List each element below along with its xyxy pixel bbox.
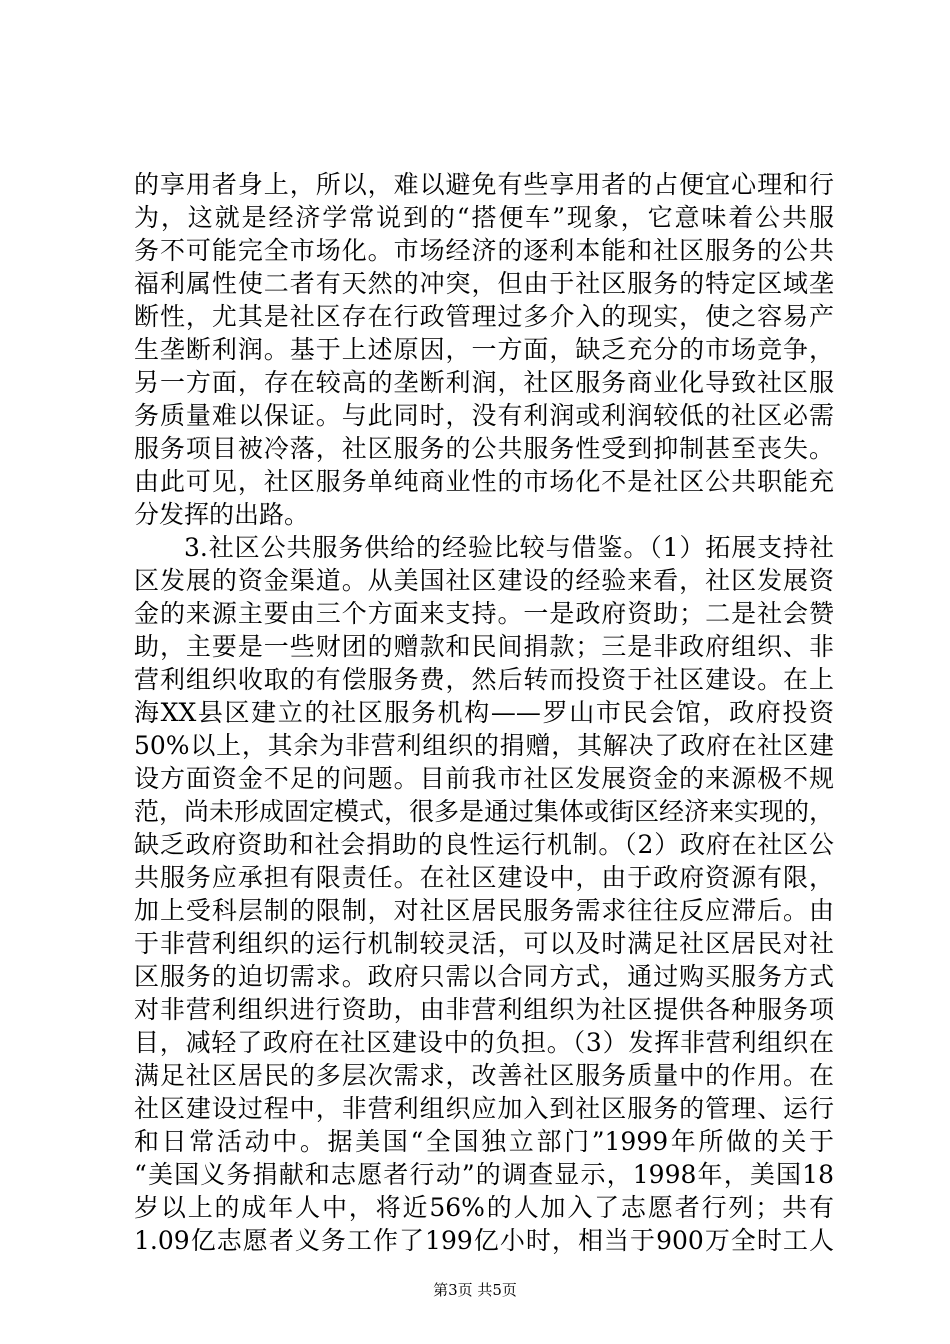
text-line: 生垄断利润。基于上述原因，一方面，缺乏充分的市场竞争，: [134, 335, 834, 364]
text-line: 服务项目被冷落，社区服务的公共服务性受到抑制甚至丧失。: [134, 434, 834, 463]
text-line: 为，这就是经济学常说到的“搭便车”现象，它意味着公共服: [134, 203, 834, 232]
text-line: 营利组织收取的有偿服务费，然后转而投资于社区建设。在上: [134, 665, 834, 694]
text-line: 由此可见，社区服务单纯商业性的市场化不是社区公共职能充: [134, 467, 834, 496]
body-text: [134, 168, 834, 1257]
text-line: 加上受科层制的限制，对社区居民服务需求往往反应滞后。由: [134, 896, 834, 925]
text-line: 海XX县区建立的社区服务机构——罗山市民会馆，政府投资: [134, 698, 834, 727]
text-line: 金的来源主要由三个方面来支持。一是政府资助；二是社会赞: [134, 599, 834, 628]
text-line: 社区建设过程中，非营利组织应加入到社区服务的管理、运行: [134, 1094, 834, 1123]
text-line: 设方面资金不足的问题。目前我市社区发展资金的来源极不规: [134, 764, 834, 793]
text-line: 的享用者身上，所以，难以避免有些享用者的占便宜心理和行: [134, 170, 834, 199]
text-line: 区服务的迫切需求。政府只需以合同方式，通过购买服务方式: [134, 962, 834, 991]
text-line: 范，尚未形成固定模式，很多是通过集体或街区经济来实现的，: [134, 797, 834, 826]
text-line: 共服务应承担有限责任。在社区建设中，由于政府资源有限，: [134, 863, 834, 892]
text-line: 岁以上的成年人中，将近56%的人加入了志愿者行列；共有: [134, 1193, 834, 1222]
text-line: 务不可能完全市场化。市场经济的逐利本能和社区服务的公共: [134, 236, 834, 265]
text-line: 满足社区居民的多层次需求，改善社区服务质量中的作用。在: [134, 1061, 834, 1090]
text-line: 另一方面，存在较高的垄断利润，社区服务商业化导致社区服: [134, 368, 834, 397]
text-line: 对非营利组织进行资助，由非营利组织为社区提供各种服务项: [134, 995, 834, 1024]
text-line: 目，减轻了政府在社区建设中的负担。（3）发挥非营利组织在: [134, 1028, 834, 1057]
text-line: 于非营利组织的运行机制较灵活，可以及时满足社区居民对社: [134, 929, 834, 958]
text-line: 1.09亿志愿者义务工作了199亿小时，相当于900万全时工人: [134, 1226, 834, 1255]
text-line: 务质量难以保证。与此同时，没有利润或利润较低的社区必需: [134, 401, 834, 430]
text-line: 分发挥的出路。: [134, 500, 310, 529]
paragraph-start-line: 3.社区公共服务供给的经验比较与借鉴。（1）拓展支持社: [184, 533, 834, 562]
text-line: 和日常活动中。据美国“全国独立部门”1999年所做的关于: [134, 1127, 834, 1156]
text-line: 区发展的资金渠道。从美国社区建设的经验来看，社区发展资: [134, 566, 834, 595]
text-line: “美国义务捐献和志愿者行动”的调查显示，1998年，美国18: [134, 1160, 834, 1189]
text-line: 断性，尤其是社区存在行政管理过多介入的现实，使之容易产: [134, 302, 834, 331]
page-number-footer: 第3页 共5页: [433, 1281, 517, 1299]
text-line: 50%以上，其余为非营利组织的捐赠，其解决了政府在社区建: [134, 731, 834, 760]
text-line: 助，主要是一些财团的赠款和民间捐款；三是非政府组织、非: [134, 632, 834, 661]
text-line: 福利属性使二者有天然的冲突，但由于社区服务的特定区域垄: [134, 269, 834, 298]
text-line: 缺乏政府资助和社会捐助的良性运行机制。（2）政府在社区公: [134, 830, 834, 859]
